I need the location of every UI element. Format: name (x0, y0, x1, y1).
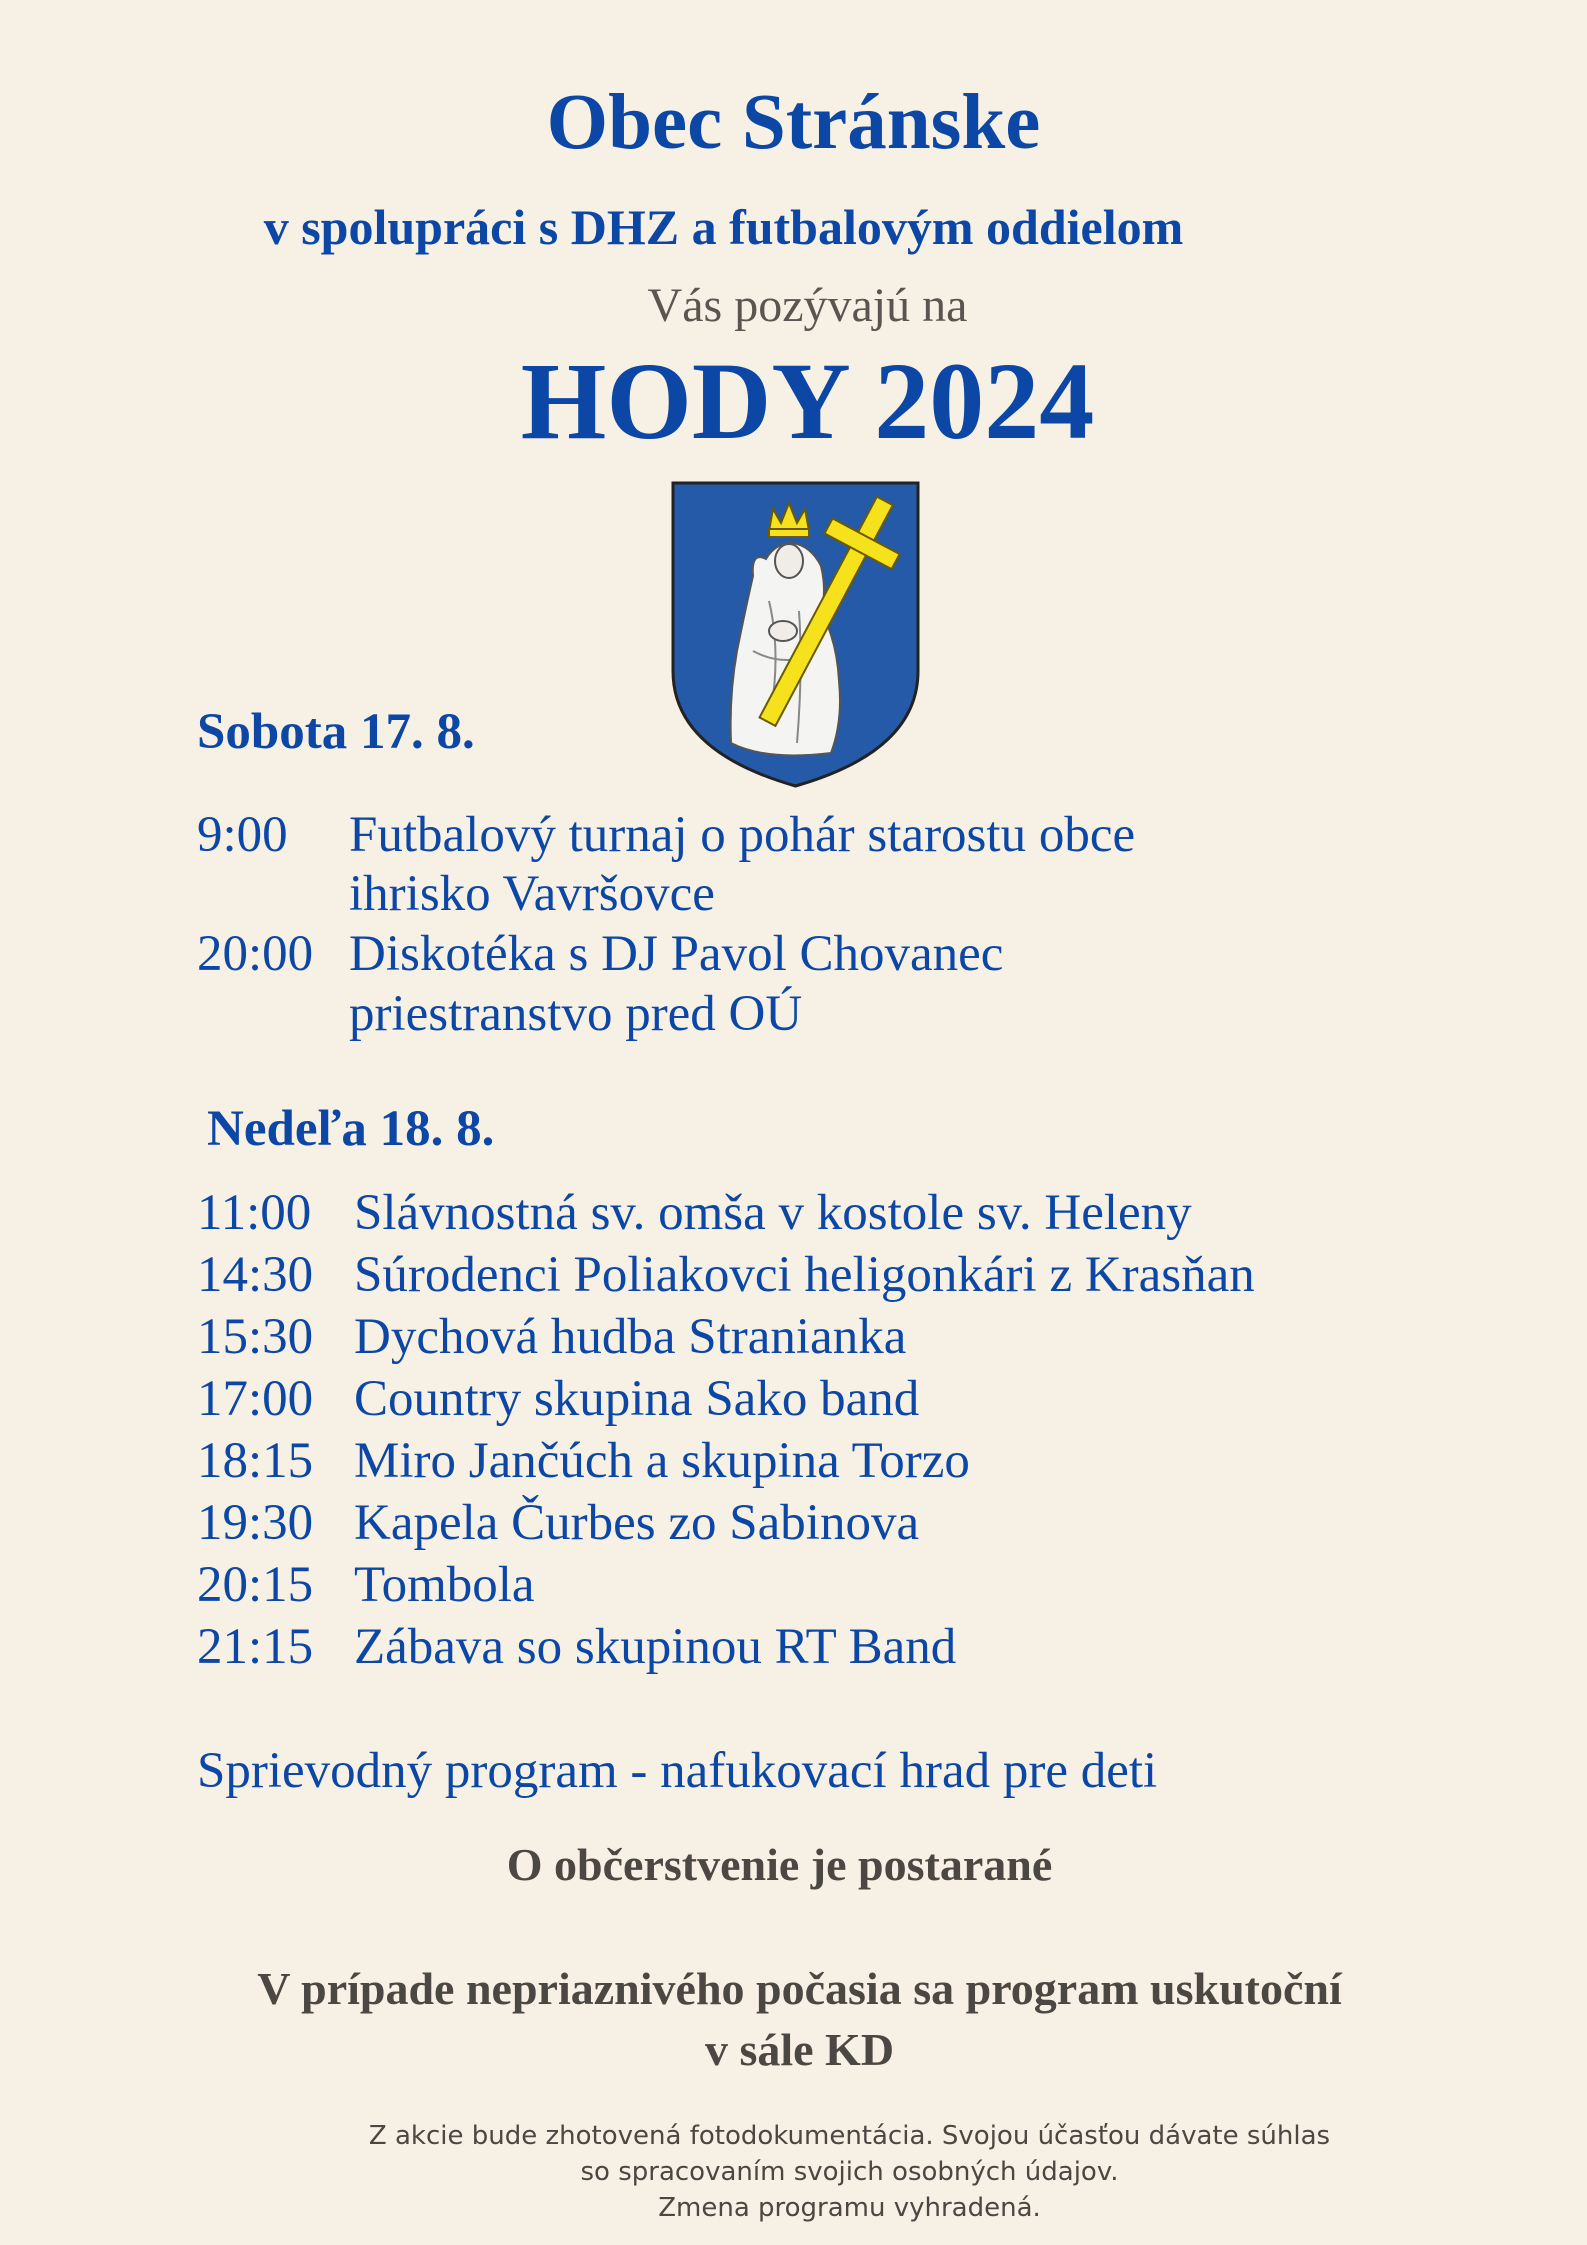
schedule-row (197, 1431, 970, 1491)
footer-note: so spracovaním svojich osobných údajov. (580, 2157, 1119, 2187)
schedule-row (197, 1555, 535, 1615)
saturday-title: Sobota 17. 8. (197, 704, 475, 760)
schedule-row (197, 805, 1135, 865)
schedule-text: Miro Jančúch a skupina Torzo (354, 1433, 970, 1489)
schedule-text: Slávnostná sv. omša v kostole sv. Heleny (354, 1185, 1192, 1241)
subtitle: v spolupráci s DHZ a futbalovým oddielom (263, 199, 1184, 255)
schedule-text: Dychová hudba Stranianka (354, 1309, 907, 1365)
schedule-time: 20:15 (197, 1557, 314, 1613)
schedule-time: 20:00 (197, 926, 314, 982)
footer-note: Zmena programu vyhradená. (658, 2193, 1041, 2223)
schedule-text: Country skupina Sako band (354, 1371, 920, 1427)
schedule-detail: ihrisko Vavršovce (349, 866, 715, 922)
weather-note-location: v sále KD (704, 2024, 895, 2075)
refreshment-note: O občerstvenie je postarané (506, 1839, 1053, 1890)
schedule-row (197, 1369, 919, 1429)
schedule-time: 17:00 (197, 1371, 314, 1427)
coat-of-arms-icon (671, 481, 920, 788)
schedule-time: 21:15 (197, 1619, 314, 1675)
schedule-row (197, 1183, 1192, 1243)
schedule-time: 19:30 (197, 1495, 314, 1551)
weather-note: V prípade nepriaznivého počasia sa program uskutoční (257, 1963, 1342, 2014)
schedule-time: 15:30 (197, 1309, 314, 1365)
schedule-row (197, 1245, 1255, 1305)
schedule-time: 14:30 (197, 1247, 314, 1303)
schedule-text: Tombola (354, 1557, 535, 1613)
page-title: Obec Stránske (546, 79, 1041, 166)
sunday-title: Nedeľa 18. 8. (207, 1101, 495, 1157)
side-program: Sprievodný program - nafukovací hrad pre deti (197, 1743, 1158, 1799)
schedule-row (197, 1617, 956, 1677)
schedule-text: Kapela Čurbes zo Sabinova (354, 1495, 920, 1551)
schedule-row (197, 1493, 919, 1553)
schedule-time: 11:00 (197, 1185, 312, 1241)
schedule-row (197, 924, 1003, 984)
schedule-time: 9:00 (197, 807, 288, 863)
schedule-text: Diskotéka s DJ Pavol Chovanec (349, 926, 1004, 982)
schedule-text: Futbalový turnaj o pohár starostu obce (349, 807, 1136, 863)
schedule-text: Zábava so skupinou RT Band (354, 1619, 957, 1675)
footer-note: Z akcie bude zhotovená fotodokumentácia. Svojou účasťou dávate súhlas (368, 2121, 1331, 2151)
schedule-text: Súrodenci Poliakovci heligonkári z Krasňan (354, 1247, 1255, 1303)
invite-text: Vás pozývajú na (647, 279, 968, 332)
event-title: HODY 2024 (520, 340, 1095, 462)
schedule-detail: priestranstvo pred OÚ (349, 986, 803, 1042)
schedule-row (197, 1307, 906, 1367)
schedule-time: 18:15 (197, 1433, 314, 1489)
